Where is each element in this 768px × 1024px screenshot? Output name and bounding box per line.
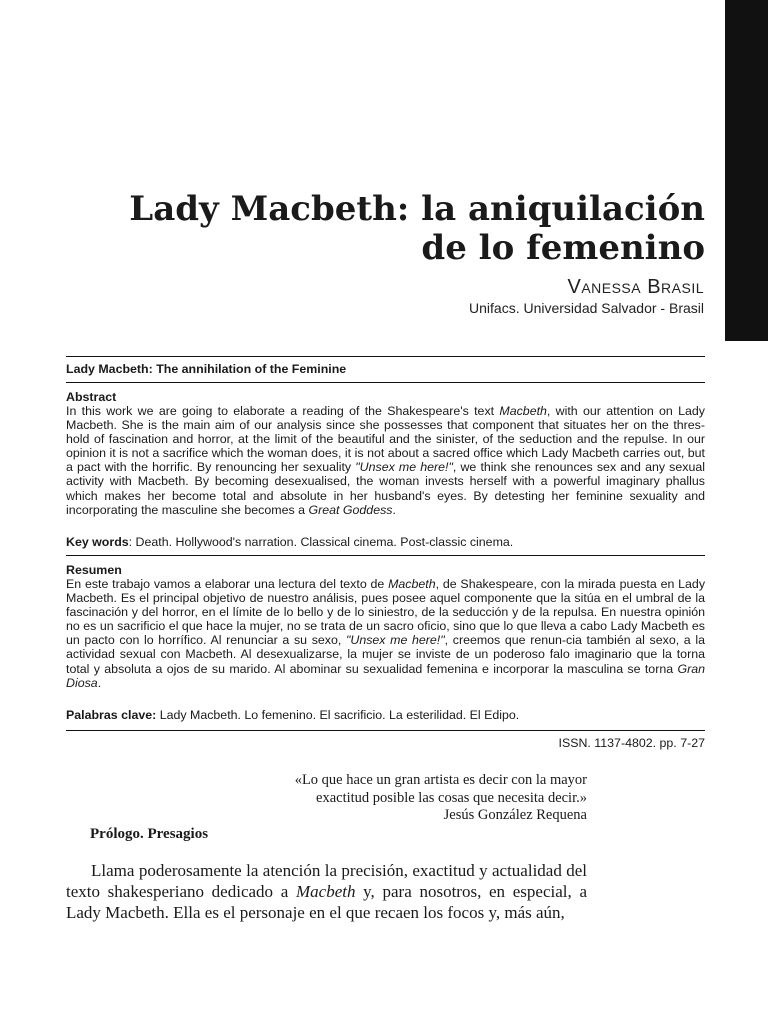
divider xyxy=(66,382,705,383)
article-title-line2: de lo femenino xyxy=(421,228,705,268)
section-title: Prólogo. Presagios xyxy=(90,826,209,842)
abstract-heading: Abstract xyxy=(66,390,117,404)
divider-top xyxy=(66,356,705,357)
author-name: Vanessa Brasil xyxy=(567,276,704,298)
article-title-line1: Lady Macbeth: la aniquilación xyxy=(129,189,705,229)
resumen-text: En este trabajo vamos a elaborar una lectura del texto de Macbeth, de Shakespeare, con la mirada puesta en Lady Macbeth. Es el principal objetivo de nuestro análisis, pues posee aquel componente que la sitúa en el umbral de la fascinación y del horror, en el límite de lo bello y de lo siniestro, de la seducción y de la repulsa. En nuestra opinión no es un sacrificio el que hace la mujer, no se trata de un sacro oficio, sino que lo que lleva a cabo Lady Macbeth es un pacto con lo horrífico. Al renunciar a su sexo, "Unsex me here!", creemos que renun-cia también al sexo, a la actividad sexual con Macbeth. Al desexualizarse, la mujer se inviste de un poderoso falo imaginario que la torna total y absoluta a ojos de su marido. Al abominar su sexualidad femenina e incorporar la masculina se torna Gran Diosa. xyxy=(66,577,706,690)
author-affiliation: Unifacs. Universidad Salvador - Brasil xyxy=(469,300,704,316)
divider xyxy=(66,555,705,556)
divider xyxy=(66,730,705,731)
black-edge-tab xyxy=(725,0,768,341)
epigraph-line1: «Lo que hace un gran artista es decir con la mayor xyxy=(294,772,587,788)
epigraph-line2: exactitud posible las cosas que necesita decir.» xyxy=(316,790,587,806)
issn-line: ISSN. 1137-4802. pp. 7-27 xyxy=(558,736,705,750)
abstract-text: In this work we are going to elaborate a reading of the Shakespeare's text Macbeth, with our attention on Lady Macbeth. She is the main aim of our analysis since she possesses that component that situates her on the thres-hold of fascination and horror, at the limit of the beautiful and the sinister, of the seduction and the repulse. In our opinion it is not a sacrifice which the woman does, it is not about a sacred office which Lady Macbeth carries out, but a pact with the horrific. By renouncing her sexuality "Unsex me here!", we think she renounces sex and any sexual activity with Macbeth. By becoming desexualised, the woman invests herself with a powerful imaginary phallus which makes her become total and absolute in her husband's eyes. By detesting her feminine sexuality and incorporating the masculine she becomes a Great Goddess. xyxy=(66,404,705,517)
palabras-clave: Palabras clave: Lady Macbeth. Lo femenino. El sacrificio. La esterilidad. El Edipo. xyxy=(66,708,520,722)
body-paragraph: Llama poderosamente la atención la precisión, exactitud y actualidad del texto shakesperiano dedicado a Macbeth y, para nosotros, en especial, a Lady Macbeth. Ella es el personaje en el que recaen los focos y, más aún, xyxy=(66,861,587,922)
epigraph-author: Jesús González Requena xyxy=(443,807,587,823)
body-text xyxy=(66,860,587,923)
keywords: Key words: Death. Hollywood's narration. Classical cinema. Post-classic cinema. xyxy=(66,535,514,549)
english-title: Lady Macbeth: The annihilation of the Feminine xyxy=(66,362,347,376)
resumen-heading: Resumen xyxy=(66,563,122,577)
